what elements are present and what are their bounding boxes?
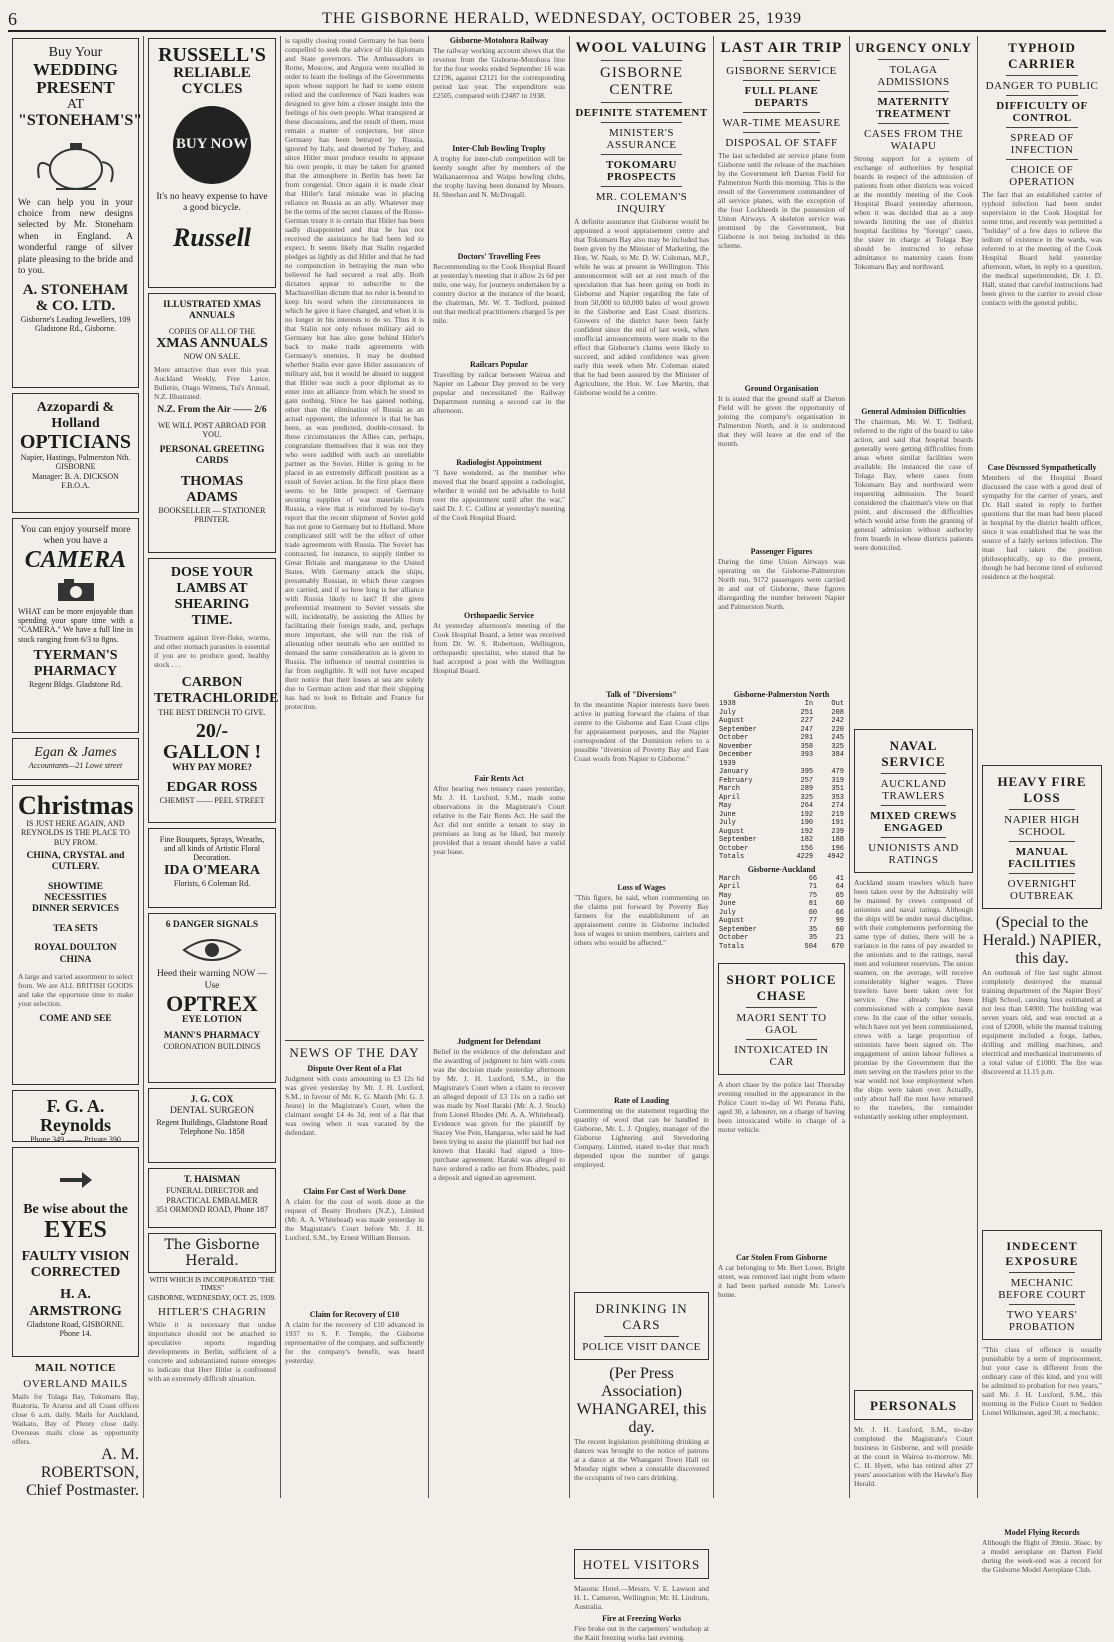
typhoid-t1: TYPHOID CARRIER [1008,40,1076,71]
urgency-t3: MATERNITY TREATMENT [876,96,951,120]
column-5: WOOL VALUING GISBORNE CENTRE DEFINITE STATEMENT MINISTER'S ASSURANCE TOKOMARU PROSPECTS MR. COLEMAN'S INQUIRY A definite assurance that Gisborne would be appointed a wool appraisement centre and that Tokomaru Bay also may be included has been given by the Minister of Marketing, the Hon. W. Nash, to Mr. D. W. Coleman, M.P., while he was at present in Wellington. This announcement will set at rest much of the speculation that has been going on both in Gisborne and Napier regarding the fate of from 50,000 to 60,000 bales of wool grown in the Gisborne and East Coast districts. Growers of the district have been fairly confident since the end of last week, when unofficial announcements were made to the effect that Gisborne's claims were likely to succeed, and added confidence was given early this week when Mr. Coleman stated that he had been assured by the Minister of Agriculture, the Hon. W. Lee Martin, that Gisborne would be a centre. Talk of "Diversions" In the meantime Napier interests have been active in putting forward the claims of that centre to the Gisborne and East Coast clips for appraisement purposes, and the Napier correspondent of the Dominion refers to a possible "diversion of Poverty Bay and East Coast wools from Napier to Gisborne." Loss of Wages "This figure, he said, when commenting on the claims put forward by Poverty Bay farmers for the establishment of an appraisement centre in Gisborne included loss of wages to union members, carriers and others who would be affected." Rate of Loading Commenting on the statement regarding the quantity of wool that can be handled in Gisborne, Mr. L. J. Quigley, manager of the Gisborne Lightering and Stevedoring Company, Limited, stated to-day that much depended upon the number of gangs employed. DRINKING IN CARS POLICE VISIT DANCE (Per Press Association) WHANGAREI, this day. The recent legislation prohibiting drinking at dances was brought to the notice of patrons at a dance at the Whangarei Town Hall on Monday night when a constable discovered the occupants of two cars drinking. HOTEL VISITORS Masonic Hotel.—Messrs. V. E. Lawson and H. L. Cameron, Wellington; Mr. H. Lindrum, Australia. Fire at Freezing Works Fire broke out in the carpenters' workshop at the Kaiti freezing works last evening. [570,36,714,1498]
table-cell: 35 [808,934,818,942]
mail-signature: A. M. ROBERTSON, Chief Postmaster. [26,1446,139,1499]
stoneham-l3: AT [66,96,85,112]
table-cell: September [719,836,757,844]
news-s1: Dispute Over Rent of a Flat [307,1064,402,1073]
news-of-day-title: NEWS OF THE DAY [285,1040,424,1061]
table-cell: 192 [800,827,814,836]
table-row [718,700,845,709]
table-cell: 251 [800,708,814,717]
table-cell: August [719,917,745,925]
table-cell: 191 [831,819,844,827]
haisman-l3: 351 ORMOND ROAD, Phone 187 [155,1204,269,1214]
reynolds-phone: Phone 349 —— Private 390 [30,1134,121,1144]
table-row [718,917,845,926]
table-cell: October [719,844,749,853]
table-cell: 65 [835,891,844,900]
wool-s1: Talk of "Diversions" [606,690,677,699]
christmas-l7: COME AND SEE [39,1013,112,1024]
hotel-s1: Fire at Freezing Works [602,1614,681,1623]
police-t3: INTOXICATED IN CAR [734,1044,829,1068]
stoneham-firm: A. STONEHAM & CO. LTD. [22,282,129,315]
annuals-firm: THOMAS ADAMS [180,473,244,505]
column-2: RUSSELL'S RELIABLE CYCLES BUY NOW It's no heavy expense to have a good bicycle. Russell ILLUSTRATED XMAS ANNUALS COPIES OF ALL OF THE XMAS ANNUALS NOW ON SALE. More attractive than ever this year. Auckland Weekly, Free Lance, Bulletin, Otago Witness, Tui's Annual, N.Z. Illustrated. N.Z. From the Air —— 2/6 WE WILL POST ABROAD FOR YOU. PERSONAL GREETING CARDS THOMAS ADAMS BOOKSELLER — STATIONER PRINTER. DOSE YOUR LAMBS AT SHEARING TIME. Treatment against liver-fluke, worms, and other stomach parasites is essential if you are to produce good, healthy stock . . . CARBON TETRACHLORIDE THE BEST DRENCH TO GIVE. 20/- GALLON ! WHY PAY MORE? EDGAR ROSS CHEMIST —— PEEL STREET Fine Bouquets, Sprays, Wreaths, and all kinds of Artistic Floral Decoration. IDA O'MEARA Florists, 6 Coleman Rd. 6 DANGER SIGNALS Heed their warning NOW — Use OPTREX EYE LOTION MANN'S PHARMACY CORONATION BUILDINGS J. G. COX DENTAL SURGEON Regent Buildings, Gladstone Road Telephone No. 1858 T. HAISMAN FUNERAL DIRECTOR and PRACTICAL EMBALMER 351 ORMOND ROAD, Phone 187 The Gisborne Herald. WITH WHICH IS INCORPORATED "THE TIMES" GISBORNE, WEDNESDAY, OCT. 25, 1939. HITLER'S CHAGRIN While it is necessary that undue importance should not be attached to speculative reports regarding developments in Berlin, sufficient of a concrete and substantiated nature emerges to indicate that Herr Hitler is confronted with an extremely difficult situation. [144,36,281,1498]
typhoid-t2: DANGER TO PUBLIC [985,80,1099,92]
table-row [718,828,845,837]
russell-l2: RELIABLE CYCLES [173,65,251,97]
christmas-l6: ROYAL DOULTON CHINA [34,943,117,965]
fire-t4: OVERNIGHT OUTBREAK [1007,878,1077,902]
table-cell: 60 [808,908,818,917]
annuals-l6: WE WILL POST ABROAD FOR YOU. [157,420,267,439]
air-s1: Ground Organisation [744,384,819,393]
table-row [718,934,845,943]
optrex-l1: 6 DANGER SIGNALS [165,920,259,930]
annuals-l4: NOW ON SALE. [183,352,241,362]
air-table-pn-title: Gisborne-Palmerston North [733,690,830,699]
table-cell: 41 [835,874,844,883]
table-row [718,926,845,935]
table-row [718,875,845,884]
paper-flag: The Gisborne Herald. [148,1233,276,1273]
camera-firm: TYERMAN'S PHARMACY [33,647,118,679]
table-row [718,777,845,786]
table-cell: 21 [835,934,844,942]
christmas-l3: SHOWTIME NECESSITIES [44,881,107,904]
table-cell: November [719,742,753,751]
column-6: LAST AIR TRIP GISBORNE SERVICE FULL PLANE DEPARTS WAR-TIME MEASURE DISPOSAL OF STAFF The last scheduled air service plane from Gisborne until the release of the machines by the Government left Darton Field for Palmerston North this morning. This is the result of the Government commandeer of all service planes, with the exception of the four Lockheeds in the possession of Union Airways. A skeleton service was promised by the Government, but Gisborne is not being included in this scheme. Ground Organisation It is stated that the ground staff at Darton Field will be given the opportunity of joining the company's organisation in Palmerston North, and it is understood that they will leave at the end of the month. Passenger Figures During the time Union Airways was operating on the Gisborne-Palmerston North run, 9172 passengers were carried in and out of Gisborne, these figures disregarding the number between Napier and Palmerston North. Gisborne-Palmerston North 1938 In Out July 251 208 August 227 242 September 247 220 October 281 245 November 358 325 December 393 384 1939 January 395 479 February 257 319 March 289 351 April 325 353 May 264 274 June 192 219 July 190 191 August 192 239 September 182 188 October 156 196 Totals 4229 4942 Gisborne-Auckland March 66 41 April 71 64 May 75 65 June 81 60 July 60 66 August 77 99 September 35 60 October 35 21 Totals 504 670 SHORT POLICE CHASE MAORI SENT TO GAOL INTOXICATED IN CAR A short chase by the police last Thursday evening resulted in the appearance in the Police Court to-day of Wi Perana Pahi, aged 30, a labourer, on a charge of having been intoxicated while in charge of a motor vehicle. Car Stolen From Gisborne A car belonging to Mr. Bert Lowe, Bright street, was removed last night from where it had been parked outside Mr. Lowe's home. [714,36,850,1498]
police-article [718,963,845,1075]
eyes-firm: H. A. ARMSTRONG [29,1287,122,1319]
table-cell: 353 [831,793,844,802]
lambs-tag: CHEMIST —— PEEL STREET [159,796,265,806]
air-t4: WAR-TIME MEASURE [722,117,841,129]
hotel-t1: HOTEL VISITORS [582,1557,701,1572]
table-cell: 192 [800,810,814,819]
table-row [718,836,845,845]
cox-l4: Telephone No. 1858 [179,1126,245,1136]
table-cell: 99 [835,917,844,925]
police-t1: SHORT POLICE CHASE [726,972,837,1003]
table-cell: 264 [800,802,814,810]
news-s10: Fair Rents Act [474,774,524,783]
table-cell [814,760,845,769]
table-cell: Out [831,700,844,708]
mail-title: MAIL NOTICE [35,1362,116,1374]
table-cell: January [719,768,749,776]
annuals-tag: BOOKSELLER — STATIONER PRINTER. [158,505,266,525]
table-cell: 35 [808,925,818,934]
police-s1: Car Stolen From Gisborne [735,1253,828,1262]
table-cell: 274 [831,802,844,810]
news-s5: Inter-Club Bowling Trophy [452,144,546,153]
table-cell: 393 [800,751,814,759]
table-cell: 247 [800,725,814,734]
christmas-ad: Christmas IS JUST HERE AGAIN, AND REYNOLDS IS THE PLACE TO BUY FROM. CHINA, CRYSTAL and CUTLERY. SHOWTIME NECESSITIES DINNER SERVICES TEA SETS ROYAL DOULTON CHINA A large and varied assortment to select from. We are ALL BRITISH GOODS and take the opportune time to make your selection. COME AND SEE [12,785,139,1085]
christmas-l4: DINNER SERVICES [31,904,120,915]
typhoid-t3: DIFFICULTY OF CONTROL [996,100,1088,124]
masthead [8,8,1106,32]
editorial-title: HITLER'S CHAGRIN [157,1306,267,1318]
drinking-t1: DRINKING IN CARS [595,1301,688,1332]
annuals-l2: COPIES OF ALL OF THE [168,326,256,336]
haisman-ad [148,1168,276,1228]
eyes-l2: EYES [44,1217,107,1244]
urgency-s1: General Admission Difficulties [861,407,966,416]
eyes-ad [12,1147,139,1357]
table-row [718,853,845,862]
table-row [718,760,845,769]
fire-article [982,765,1102,909]
exposure-article [982,1230,1102,1340]
typhoid-s1: Case Discussed Sympathetically [987,463,1097,472]
russell-ad [148,38,276,288]
paper-sub: WITH WHICH IS INCORPORATED "THE TIMES" [149,1276,275,1292]
azzopardi-ad [12,393,139,513]
table-row [718,943,845,952]
hand-pointer-icon [56,1158,96,1198]
typhoid-t4: SPREAD OF INFECTION [1010,132,1074,156]
table-cell: 219 [831,810,844,819]
christmas-l5: TEA SETS [53,923,98,934]
optrex-firm: MANN'S PHARMACY [163,1030,261,1041]
personals-t1: PERSONALS [869,1398,958,1413]
table-cell: 64 [835,883,844,891]
stoneham-l1: Buy Your [48,45,103,60]
eyes-addr: Gladstone Road, GISBORNE. Phone 14. [26,1319,125,1338]
table-cell: Totals [719,942,745,951]
wool-s3: Rate of Loading [613,1096,670,1105]
table-cell: 208 [831,708,844,717]
table-cell: 220 [831,725,844,734]
urgency-t4: CASES FROM THE WAIAPU [863,128,964,152]
drinking-byline: (Per Press Association) WHANGAREI, this day. [576,1365,707,1436]
fire-t2: NAPIER HIGH SCHOOL [1004,814,1080,838]
wool-s2: Loss of Wages [617,883,666,892]
exposure-t1: INDECENT EXPOSURE [1005,1239,1079,1268]
table-cell: 325 [831,742,844,751]
azzopardi-name: Azzopardi & Holland [36,400,115,432]
wool-t3: DEFINITE STATEMENT [575,107,708,119]
news-s2: Claim For Cost of Work Done [303,1187,406,1196]
wool-t4: MINISTER'S ASSURANCE [606,127,677,151]
air-t5: DISPOSAL OF STAFF [725,137,838,149]
exposure-s1: Model Flying Records [1004,1528,1080,1537]
stoneham-l2: WEDDING PRESENT [32,60,118,97]
table-row [718,785,845,794]
table-cell: 77 [808,917,818,925]
drinking-t2: POLICE VISIT DANCE [582,1341,701,1353]
table-cell: 75 [808,891,818,900]
table-cell: October [719,734,749,742]
lambs-l1: DOSE YOUR LAMBS AT SHEARING TIME. [170,565,254,629]
air-t1: LAST AIR TRIP [720,40,843,56]
table-cell: 351 [831,785,844,793]
optrex-ad [148,913,276,1083]
lambs-ad: DOSE YOUR LAMBS AT SHEARING TIME. Treatment against liver-fluke, worms, and other stomach parasites is essential if you are to produce good, healthy stock . . . CARBON TETRACHLORIDE THE BEST DRENCH TO GIVE. 20/- GALLON ! WHY PAY MORE? EDGAR ROSS CHEMIST —— PEEL STREET [148,558,276,823]
table-row [718,734,845,743]
eyes-l1: Be wise about the [23,1202,128,1217]
cox-l3: Regent Buildings, Gladstone Road [156,1117,268,1127]
table-row [718,743,845,752]
lambs-l2: CARBON TETRACHLORIDE [154,675,279,707]
news-s9: Orthopaedic Service [464,611,534,620]
annuals-l1: ILLUSTRATED XMAS ANNUALS [163,300,261,322]
florist-l1: Fine Bouquets, Sprays, Wreaths, and all kinds of Artistic Floral Decoration. [159,835,265,863]
table-cell: 81 [808,900,818,908]
camera-ad [12,518,139,733]
naval-t2: AUCKLAND TRAWLERS [880,778,947,802]
reynolds-name: F. G. A. Reynolds [39,1096,111,1135]
table-cell: 289 [800,785,814,793]
table-cell: April [719,793,741,802]
hotel-visitors [574,1549,709,1579]
mail-notice: MAIL NOTICE OVERLAND MAILS Mails for Tolaga Bay, Tokomaru Bay, Ruatoria, Te Araroa and all Coast offices close 6 a.m. daily. Mails for Auckland, Waikato, Bay of Plenty close daily. Overseas mails close as opportunity offers. A. M. ROBERTSON, Chief Postmaster. [12,1362,139,1499]
table-cell: 60 [835,925,844,934]
florist-firm: IDA O'MEARA [163,862,261,878]
column-8: TYPHOID CARRIER DANGER TO PUBLIC DIFFICULTY OF CONTROL SPREAD OF INFECTION CHOICE OF OPERATION The fact that an established carrier of typhoid infection had been under supervision in the Cook Hospital for some time, and recently was permitted a "holiday" of a few days to relieve the tedium of existence in the wards, was referred to at the meeting of the Cook Hospital Board held yesterday afternoon, when, in reply to a question, the medical superintendent, Dr. J. D. Hall, stated that careful instructions had been given to the carrier to avoid close contacts with the general public. Case Discussed Sympathetically Members of the Hospital Board discussed the case with a good deal of sympathy for the carrier of years, and Dr. Hall stated in reply to further questions that the man had been placed in hospital by the district health officer, since it was established that he was the source of a fairly serious infection. The man had taken the position philosophically, up to the present, though he had become tired of enforced residence at the hospital. HEAVY FIRE LOSS NAPIER HIGH SCHOOL MANUAL FACILITIES OVERNIGHT OUTBREAK (Special to the Herald.) NAPIER, this day. An outbreak of fire last night almost completely destroyed the manual training department of the Napier Boys' High School, causing loss estimated at not less than £4000. The building was seven years old, and was erected at a cost of £2000, while the manual training equipment included a forge, lathes, drilling and milling machines, and electrical and mechanical instruments of a total value of £1000. The fire was discovered at 11.15 p.m. INDECENT EXPOSURE MECHANIC BEFORE COURT TWO YEARS' PROBATION "This class of offence is usually punishable by a term of imprisonment, but your case is different from the ordinary case of this kind, and you will be admitted to probation for two years," said Mr. J. H. Luxford, S.M., this morning in the Police Court to Sedden Lionel Wilkinson, aged 30, a mechanic. Model Flying Records Although the flight of 39min. 36sec. by a model aeroplane on Darton Field during the week-end was a record for the Gisborne Model Aeroplane Club. [982,40,1102,1574]
air-s2: Passenger Figures [750,547,813,556]
table-cell: 239 [831,827,844,836]
news-s4: Gisborne-Motohora Railway [449,36,549,45]
lambs-l4: 20/- GALLON ! [162,719,262,763]
table-cell: July [719,908,736,917]
wool-t2: GISBORNE CENTRE [599,65,683,98]
camera-icon [56,577,96,603]
table-cell: March [719,874,741,883]
reynolds-ad [12,1090,139,1142]
table-cell: 245 [831,734,844,742]
cox-ad [148,1088,276,1163]
cox-l2: DENTAL SURGEON [169,1106,255,1117]
table-cell: 479 [831,768,844,776]
eye-icon [182,935,242,965]
stoneham-tag: Gisborne's Leading Jewellers, 109 Gladstone Rd., Gisborne. [20,314,131,334]
table-cell: 281 [800,734,814,742]
table-cell: June [719,900,736,908]
table-cell: 66 [835,908,844,917]
camera-body: WHAT can be more enjoyable than spending your spare time with a "CAMERA." We have a full line in stock ranging from 6/3 to 8gns. [18,606,133,644]
naval-t4: UNIONISTS AND RATINGS [868,842,959,866]
table-cell: 188 [831,836,844,844]
cox-l1: J. G. COX [190,1095,234,1105]
table-cell: 384 [831,751,844,759]
buy-now-badge: BUY NOW [173,106,251,184]
table-cell: June [719,810,736,819]
table-row [718,892,845,901]
page-columns [8,36,1106,1642]
egan-sub: Accountants—21 Lowe street [28,761,123,771]
table-cell: 1939 [719,759,736,768]
table-cell: Totals [719,853,745,861]
table-cell: August [719,827,745,836]
christmas-head: Christmas [18,791,134,820]
news-s7: Railcars Popular [470,360,528,369]
table-cell: 358 [800,742,814,751]
table-cell: April [719,883,741,891]
wool-t1: WOOL VALUING [575,40,708,56]
table-cell: In [804,700,814,708]
table-cell: 227 [800,717,814,725]
table-row [718,717,845,726]
wool-t6: MR. COLEMAN'S INQUIRY [595,191,688,215]
table-cell: 66 [808,874,818,883]
table-row [718,768,845,777]
table-row [718,751,845,760]
teapot-icon [31,134,121,194]
column-7: URGENCY ONLY TOLAGA ADMISSIONS MATERNITY TREATMENT CASES FROM THE WAIAPU Strong support for a system of exchange of authorities by hospital boards in respect of the admission of patients from other districts was voiced at the monthly meeting of the Cook Hospital Board yesterday afternoon, when it was decided that as a step towards limiting the use of district hospital facilities by "foreign" cases, the sister in charge at Tolaga Bay should be instructed to refuse admittance to maternity cases from Tokomaru Bay and northward. General Admission Difficulties The chairman, Mr. W. T. Tedford, referred to the right of the board to take action, and said that hospital boards generally were getting difficulties from areas where similar facilities were available. He instanced the case of Tolaga Bay, where cases from Tokomaru Bay and northward were requesting admission. The board considered the chairman's view on that point, and discussed the difficulties which would arise from the granting of general admission without authority from boards in whose districts patients were domiciled. NAVAL SERVICE AUCKLAND TRAWLERS MIXED CREWS ENGAGED UNIONISTS AND RATINGS Auckland steam trawlers which have been taken over by the Admiralty will be manned by crews composed of unionists and naval ratings. Although the ships will be under naval discipline, with their complements performing the same type of duties, there will be a variance in the rates of pay awarded to the unionists and to the ratings, naval men and volunteer reservists. The union seamen, on the average, will receive considerably higher wages. Three trawlers have been taken over for service. One already has been commissioned with a complete naval crew. In the case of the other vessels, which have not yet been commissioned, crews with a large proportion of unionists have been signed on. The engagement of union labour follows a promise by the Government that the men serving on the trawlers prior to the war would not lose employment when the ships were taken over. Actually, only about half the men have returned to the trawlers, the remainder voluntarily seeking other employment. PERSONALS Mr. J. H. Luxford, S.M., to-day completed the Magistrate's Court business in Gisborne, and will preside at the court in Wairoa to-morrow. Mr. C. H. Hyett, who has retired after 27 years' association with the Hawke's Bay Herald. [850,36,978,1498]
egan-ad [12,738,139,780]
annuals-l7: PERSONAL GREETING CARDS [159,445,265,467]
table-cell: 4942 [827,853,844,861]
news-s11: Judgment for Defendant [457,1037,541,1046]
urgency-t2: TOLAGA ADMISSIONS [877,64,950,88]
table-cell: May [719,802,732,810]
stoneham-ad [12,38,143,388]
florist-ad [148,828,276,908]
table-cell: 4229 [796,853,814,861]
camera-l1: You can enjoy yourself more when you have a [20,525,131,547]
fire-t3: MANUAL FACILITIES [1008,846,1076,870]
table-row [718,802,845,811]
xmas-annuals-ad: ILLUSTRATED XMAS ANNUALS COPIES OF ALL OF THE XMAS ANNUALS NOW ON SALE. More attractive than ever this year. Auckland Weekly, Free Lance, Bulletin, Otago Witness, Tui's Annual, N.Z. Illustrated. N.Z. From the Air —— 2/6 WE WILL POST ABROAD FOR YOU. PERSONAL GREETING CARDS THOMAS ADAMS BOOKSELLER — STATIONER PRINTER. [148,293,276,553]
table-row [718,709,845,718]
table-cell: August [719,717,745,725]
russell-logo: Russell [172,223,252,253]
masthead-title: THE GISBORNE HERALD, WEDNESDAY, OCTOBER 25, 1939 [322,10,802,27]
table-row [718,900,845,909]
table-palmerston-north [718,700,845,862]
air-table-ak-title: Gisborne-Auckland [747,864,816,874]
table-cell: July [719,819,736,827]
table-auckland [718,875,845,952]
russell-note: It's no heavy expense to have a good bicycle. [156,191,268,213]
table-cell: 196 [831,844,844,853]
azzopardi-l2: OPTICIANS [19,431,132,454]
table-cell: 395 [800,768,814,776]
florist-tag: Florists, 6 Coleman Rd. [173,878,251,888]
table-cell: December [719,751,753,759]
lambs-firm: EDGAR ROSS [166,780,258,796]
police-t2: MAORI SENT TO GAOL [736,1012,827,1036]
lambs-l5: WHY PAY MORE? [171,762,253,773]
personals-article [854,1390,973,1420]
naval-article [854,729,973,873]
table-cell: 71 [808,883,818,891]
column-4: Gisborne-Motohora Railway The railway working account shows that the revenue from the Gisborne-Motohora line for the four weeks ended September 16 was £2196, against £2121 for the corresponding period last year. The expenditure was £2505, compared with £2487 in 1938. Inter-Club Bowling Trophy A trophy for inter-club competition will be keenly sought after by members of the Waikanaerenoa and Waipu bowling clubs, the trophy having been donated by Messrs. H. Sheehan and N. McDougall. Doctors' Travelling Fees Recommending to the Cook Hospital Board at yesterday's meeting that it allow 2s 6d per mile, one way, for journeys undertaken by a country doctor at the instance of the board, the chairman, Mr. W. T. Tedford, pointed out that medical practitioners charged 5s per mile. Railcars Popular Travelling by railcar between Wairoa and Napier on Labour Day proved to be very popular and necessitated the Railway Department running a second car in the afternoon. Radiologist Appointment "I have wondered, as the member who moved that the board appoint a radiologist, whether it would not be advisable to hold over the appointment until after the war," said Dr. J. C. Collins at yesterday's meeting of the Cook Hospital Board. Orthopaedic Service At yesterday afternoon's meeting of the Cook Hospital Board, a letter was received from Dr. W. S. Robertson, Wellington, orthopaedic specialist, who stated that he had accepted a post with the Wellington Hospital Board. Fair Rents Act After hearing two tenancy cases yesterday, Mr. J. H. Luxford, S.M., made some observations in the Magistrate's Court relative to the Fair Rents Act. He said the Act did not entitle a tenant to stay in premises as long as he liked, but merely provided that a tenant should have a valid year lease. Judgment for Defendant Belief in the evidence of the defendant and the awarding of judgment to him with costs was the decision made yesterday afternoon by Mr. J. H. Luxford, S.M., in the Magistrate's Court when a claim to recover an alleged deposit of £3 11s on a radio set was made by Noel Ilaraki (Mr. A. J. Stock) from Lionel Rhodes (Mr. A. A. Whitehead). Evidence was given for the plaintiff by Stacey Voe Pein, Hangaroa, who said he had been trying to assist the plaintiff but had not known that Haraki had signed a hire-purchase agreement. Haraki was alleged to have ordered a radio set from Rhodes, paid a deposit and signed an agreement. [429,36,570,1498]
table-cell: July [719,708,736,717]
optrex-l4: EYE LOTION [182,1015,242,1026]
lambs-l3: THE BEST DRENCH TO GIVE. [158,707,266,717]
annuals-l3: XMAS ANNUALS [156,335,268,351]
stoneham-body: We can help you in your choice from new designs selected by Mr. Stoneham when in England. A wonderful range of silver plate pleasing to the bride and to you. [18,197,133,277]
camera-l2: CAMERA [24,546,127,573]
haisman-l2: FUNERAL DIRECTOR and PRACTICAL EMBALMER [166,1186,258,1205]
air-t3: FULL PLANE DEPARTS [744,85,819,109]
exposure-t2: MECHANIC BEFORE COURT [998,1277,1086,1301]
table-cell: 190 [800,819,814,827]
table-cell: 242 [831,717,844,725]
table-cell [783,760,814,769]
fire-t1: HEAVY FIRE LOSS [997,774,1087,805]
news-s8: Radiologist Appointment [456,458,542,467]
table-cell: 182 [800,836,814,844]
typhoid-t5: CHOICE OF OPERATION [1009,164,1075,188]
table-cell: 504 [804,942,818,951]
camera-addr: Regent Bldgs. Gladstone Rd. [28,679,123,689]
table-row [718,883,845,892]
optrex-l3: OPTREX [166,991,258,1017]
stoneham-l4: "STONEHAM'S" [18,111,143,129]
table-cell: March [719,785,741,793]
table-row [718,845,845,854]
naval-t3: MIXED CREWS ENGAGED [870,810,957,834]
mail-subtitle: OVERLAND MAILS [23,1378,128,1390]
optrex-tag: CORONATION BUILDINGS [163,1042,261,1052]
table-cell: 319 [831,776,844,785]
table-cell: 156 [800,844,814,853]
christmas-l2: CHINA, CRYSTAL and CUTLERY. [26,850,125,873]
haisman-l1: T. HAISMAN [183,1175,241,1185]
column-3: is rapidly closing round Germany he has been compelled to seek the advice of his diplomats and State governors. The Ambassadors to Rome, Moscow, and Angora were recalled in order to learn the feelings of the Governments upon whose support he had to some extent relied and the conference of Nazi leaders was designed to give him a closer insight into the feelings of his own people. What transpired at these discussions, and the result of them, must remain a matter of conjecture, but since Germany has been betrayed by Russia, ignored by Italy, and deserted by Turkey, and since Hitler must produce results to appease his own people, it may be taken for granted that the atmosphere in Berlin has been far from congenial. Once again it is made clear that Hitler's fatal mistake was in placing reliance on Russia as an ally. Whatever may be the terms of the secret clauses of the Russo-German treaty it is certain that Hitler has been sadly disappointed and that he has not received the assistance he had been led to expect. It seems likely that Stalin regarded pledges as lightly as did Hitler and that he had no compunction in betraying the man who believed he had secured a real ally. Both dictators appear to subscribe to the Machiavellian dictum that no ruler is bound to keep his word when the circumstances in which he gave it have changed, and when it is no longer in his interests to do so. Thus it is that Stalin not only refuses military aid to Germany but has also gone behind Hitler's back to make trade agreements with Germany's enemies. It may be doubted whether Stalin ever gave Hitler assurances of military aid, but it would be absurd to suggest that Hitler was such a poor diplomat as to enter into an alliance from which he stood to gain nothing. Since he has gained nothing, other than the elimination of Russia as an actual opponent, the inference is that he has been, as was predicted, double-crossed. In these circumstances the Allies can, perhaps, congratulate themselves that it was not they who were saddled with such an unreliable partner as the Soviet. Hitler is going to be placed in an extremely difficult position as a result of Soviet action. In the first place there seems to be little prospect of Germany securing supplies of war materials from Russia, a view that is reinforced by to-day's report that the recent shipment of Soviet gold has not gone to Germany but to Holland. More complicated still will be the effect of other trade agreements with Russia. The Soviet has contracted, for instance, to supply timber to Great Britain and manganese to the United States. With Germany attack the ships, presumably Russian, in which these cargoes are carried, and if so how long is her alliance with Russia likely to last? If she gives preferential treatment to Soviet vessels she will, incidentally, be assisting the Allies by facilitating their foreign trade, and, perhaps more important, she will run the risk of alienating other neutrals who are entitled to demand the same consideration as is given to Russia. The influence of neutral countries is far from negligible. It will not have escaped their notice that their losses at sea are solely due to German action and that their shipping has had to look to Britain and France for protection. NEWS OF THE DAY Dispute Over Rent of a Flat Judgment with costs amounting to £3 12s 6d was given yesterday by Mr. J. H. Luxford, S.M., in favour of Mr. K. G. Marsh (Mr. G. J. Jeune) in the Magistrate's Court, when the claimant sought £4 4s 3d, rent of a flat that was owing when it was vacated by the defendant. Claim For Cost of Work Done A claim for the cost of work done at the request of Beatty Brothers (N.Z.), Limited (Mr. A. A. Whitehead) was made yesterday in the Magistrate's Court before Mr. J. H. Luxford, S.M., by Ernest William Benson. Claim for Recovery of £10 A claim for the recovery of £10 advanced in 1937 to S. F. Temple, the Gisborne representative of the company, and sufficiently for the company's benefit, was heard yesterday. [281,36,429,1498]
paper-date: GISBORNE, WEDNESDAY, OCT. 25, 1939. [148,1294,276,1302]
christmas-l1: IS JUST HERE AGAIN, AND REYNOLDS IS THE PLACE TO BUY FROM. [21,819,130,847]
table-cell: 60 [835,900,844,908]
wool-t5: TOKOMARU PROSPECTS [605,159,678,183]
table-row [718,909,845,918]
optrex-l2: Heed their warning NOW — Use [156,969,268,991]
egan-name: Egan & James [34,745,117,760]
table-cell: 670 [831,942,844,951]
fire-byline: (Special to the Herald.) NAPIER, this day. [982,914,1102,967]
table-row [718,811,845,820]
russell-l1: RUSSELL'S [158,44,266,66]
exposure-t3: TWO YEARS' PROBATION [1006,1309,1078,1333]
table-cell: May [719,891,732,900]
table-cell: October [719,934,749,942]
eyes-l3: FAULTY VISION CORRECTED [21,1249,130,1281]
table-cell: February [719,776,753,785]
table-row [718,794,845,803]
urgency-t1: URGENCY ONLY [855,40,972,55]
naval-t1: NAVAL SERVICE [881,738,946,769]
table-row [718,726,845,735]
table-row [718,819,845,828]
annuals-l5: N.Z. From the Air —— 2/6 [157,405,267,416]
drinking-article [574,1292,709,1360]
table-cell: 325 [800,793,814,802]
table-cell: 1938 [719,700,736,708]
news-s6: Doctors' Travelling Fees [457,252,541,261]
air-t2: GISBORNE SERVICE [726,65,837,77]
table-cell: September [719,925,757,934]
table-cell: September [719,725,757,734]
azzopardi-l3: Napier, Hastings, Palmerston Nth. GISBORNE [20,453,131,472]
page-number: 6 [8,8,18,29]
news-s3: Claim for Recovery of £10 [309,1310,400,1319]
azzopardi-l4: Manager: B. A. DICKSON F.B.O.A. [32,471,119,490]
table-cell: 257 [800,776,814,785]
column-1-ads [8,36,144,1498]
